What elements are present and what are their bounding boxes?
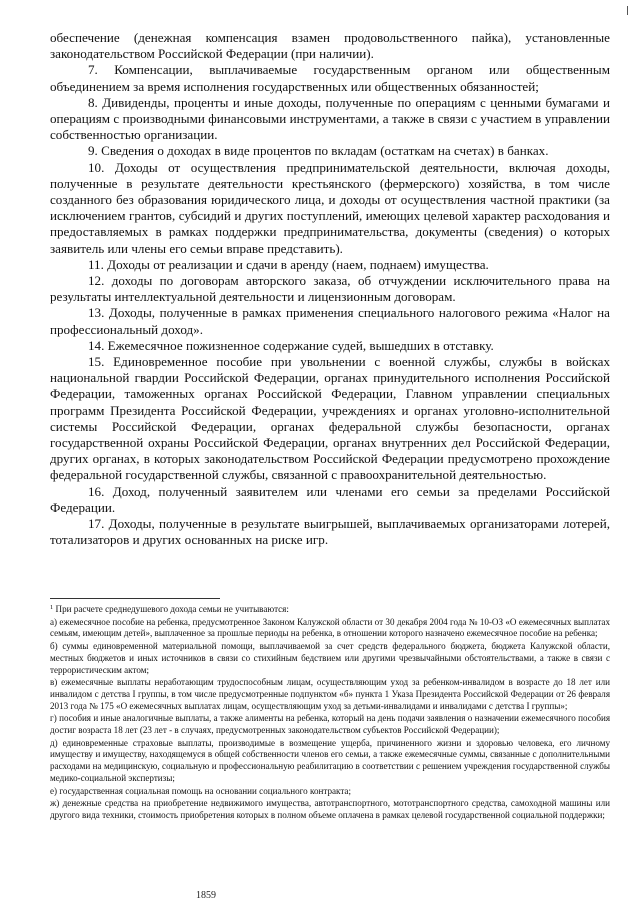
paragraph-12: 12. доходы по договорам авторского заказа, об отчуждении исключительного права на результаты интеллектуальной деятельности и лицензионным договорам. [50,273,610,305]
paragraph-17: 17. Доходы, полученные в результате выигрышей, выплачиваемых организаторами лотерей, тотализаторов и других основанных на риске игр. [50,516,610,548]
paragraph-15: 15. Единовременное пособие при увольнении с военной службы, службы в войсках национальной гвардии Российской Федерации, органах принудительного исполнения Российской Федерации, таможенных органах Российской Федерации, Главном управлении специальных программ Президента Российской Федерации, учреждениях и органах уголовно-исполнительной системы Российской Федерации, органах федеральной службы безопасности, органах государственной охраны Российской Федерации, органах внутренних дел Российской Федерации, других органах, в которых законодательством Российской Федерации предусмотрено прохождение федеральной государственной службы, связанной с правоохранительной деятельностью. [50,354,610,483]
paragraph-continuation: обеспечение (денежная компенсация взамен продовольственного пайка), установленные законодательством Российской Федерации (при наличии). [50,30,610,62]
footnote-marker: 1 [50,604,54,611]
scan-mark [627,6,628,15]
footnote-item-zh: ж) денежные средства на приобретение недвижимого имущества, автотранспортного, мототранспортного средства, самоходной машины или другого вида техники, стоимость приобретения которых в полном объеме оплачена в рамках целевой государственной социальной поддержки; [50,798,610,820]
paragraph-14: 14. Ежемесячное пожизненное содержание судей, вышедших в отставку. [88,337,494,353]
paragraph-10: 10. Доходы от осуществления предпринимательской деятельности, включая доходы, полученные в результате деятельности крестьянского (фермерского) хозяйства, в том числе созданного без образования юридического лица, и доходы от осуществления частной практики (за исключением грантов, субсидий и других поступлений, имеющих целевой характер расходования и предоставляемых в рамках поддержки предпринимательства, документы (сведения) о которых заявитель или члены его семьи вправе представить). [50,159,610,256]
paragraph-9: 9. Сведения о доходах в виде процентов по вкладам (остаткам на счетах) в банках. [88,143,549,159]
footnote-item-b: б) суммы единовременной материальной помощи, выплачиваемой за счет средств федерального бюджета, бюджета Калужской области, местных бюджетов и иных источников в связи со стихийным бедствием или другими чрезвычайными обстоятельствами, а также в связи с террористическим актом; [50,641,610,675]
paragraph-13: 13. Доходы, полученные в рамках применения специального налогового режима «Налог на профессиональный доход». [50,305,610,337]
footnote-intro [50,602,610,616]
paragraph-7: 7. Компенсации, выплачиваемые государственным органом или общественным объединением за время исполнения государственных или общественных обязанностей; [50,62,610,94]
income-list [50,30,610,549]
footnotes [50,598,610,823]
footnote-item-a: а) ежемесячное пособие на ребенка, предусмотренное Законом Калужской области от 30 декабря 2004 года № 10-ОЗ «О ежемесячных выплатах семьям, имеющим детей», выплаченное за прошлые периоды на ребенка, в отношении которого назначено ежемесячное пособие на ребенка; [50,616,610,639]
paragraph-11: 11. Доходы от реализации и сдачи в аренду (наем, поднаем) имущества. [88,256,489,272]
page-number: 1859 [196,891,216,901]
footnote-item-d: д) единовременные страховые выплаты, производимые в возмещение ущерба, причиненного жизни и здоровью человека, его личному имуществу и имуществу, находящемуся в общей собственности членов его семьи, а также ежемесячные суммы, связанные с дополнительными расходами на медицинскую, социальную и профессиональную реабилитацию в соответствии с решением учреждения государственной службы медико-социальной экспертизы; [50,737,610,783]
footnote-divider [50,598,220,599]
footnote-intro-text: При расчете среднедушевого дохода семьи не учитываются: [55,604,289,614]
footnote-item-e: е) государственная социальная помощь на основании социального контракта; [50,785,351,796]
paragraph-16: 16. Доход, полученный заявителем или членами его семьи за пределами Российской Федерации. [50,483,610,515]
footnote-item-g: г) пособия и иные аналогичные выплаты, а также алименты на ребенка, который на день подачи заявления о назначении ежемесячного пособия достиг возраста 18 лет (23 лет - в случаях, предусмотренных законодательством субъектов Российской Федерации); [50,713,610,736]
paragraph-8: 8. Дивиденды, проценты и иные доходы, полученные по операциям с ценными бумагами и операциям с производными финансовыми инструментами, а также в связи с участием в управлении собственностью организации. [50,94,610,143]
footnote-item-v: в) ежемесячные выплаты неработающим трудоспособным лицам, осуществляющим уход за ребенком-инвалидом в возрасте до 18 лет или инвалидом с детства I группы, в том числе предусмотренные подпунктом «б» пункта 1 Указа Президента Российской Федерации от 26 февраля 2013 года № 175 «О ежемесячных выплатах лицам, осуществляющим уход за детьми-инвалидами и инвалидами с детства I группы»; [50,677,610,711]
